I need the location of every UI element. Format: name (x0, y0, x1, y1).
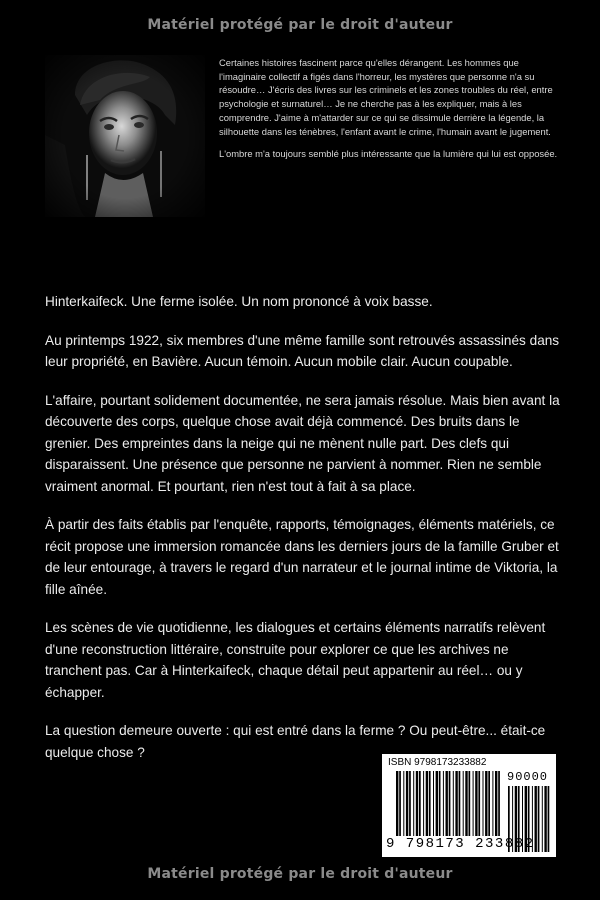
barcode-bar (446, 771, 448, 836)
blurb-paragraph: Les scènes de vie quotidienne, les dialogues et certains éléments narratifs relèvent d'une reconstruction littéraire, construite pour explorer ce que les archives ne tranchent pas. Car à Hinterkaifeck, chaque détail peut appartenir au réel… ou y échapper. (45, 620, 546, 700)
barcode-bar (403, 771, 404, 836)
barcode-bar (453, 771, 454, 836)
author-portrait (45, 55, 205, 217)
blurb-paragraph: À partir des faits établis par l'enquête, rapports, témoignages, éléments matériels, ce récit propose une immersion romancée dans les derniers jours de la famille Gruber et de leur entourage, à travers le regard d'un narrateur et le journal intime de Viktoria, la fille aînée. (45, 517, 559, 597)
isbn-barcode (381, 753, 557, 858)
copyright-watermark-bottom: Matériel protégé par le droit d'auteur (147, 866, 453, 882)
blurb-paragraph: Hinterkaifeck. Une ferme isolée. Un nom prononcé à voix basse. (45, 294, 433, 309)
barcode-bar (433, 771, 434, 836)
barcode-bar (429, 771, 431, 836)
barcode-bar (463, 771, 464, 836)
barcode-bar (465, 771, 467, 836)
barcode-bar (478, 771, 480, 836)
barcode-bar (475, 771, 477, 836)
barcode-bar (538, 786, 540, 852)
barcode-bar (492, 771, 493, 836)
author-bio (219, 56, 564, 161)
barcode-bar (426, 771, 428, 836)
blurb-paragraph: L'affaire, pourtant solidement documentée, ne sera jamais résolue. Mais bien avant la découverte des corps, quelque chose avait déjà commencé. Des bruits dans le grenier. Des empreintes dans la neige qui ne mènent nulle part. Des clefs qui disparaissent. Une présence que personne ne parvient à nommer. Rien ne semble vraiment anormal. Et pourtant, rien n'est tout à fait à sa place. (45, 392, 560, 494)
blurb-paragraph: La question demeure ouverte : qui est entré dans la ferme ? Ou peut-être... était-ce quelque chose ? (45, 723, 546, 760)
barcode-addon-digits: 90000 (507, 770, 549, 784)
author-bio-paragraph: L'ombre m'a toujours semblé plus intéressante que la lumière qui lui est opposée. (219, 148, 558, 160)
barcode-bar (498, 771, 500, 836)
barcode-bar (544, 786, 546, 852)
barcode-bar (413, 771, 414, 836)
barcode-bar (485, 771, 487, 836)
barcode-bar (483, 771, 484, 836)
barcode-bar (542, 786, 543, 852)
barcode-bar (406, 771, 408, 836)
barcode-bar (455, 771, 457, 836)
barcode-bar (495, 771, 497, 836)
barcode-bar (423, 771, 424, 836)
barcode-bar (409, 771, 411, 836)
barcode-bar (473, 771, 474, 836)
barcode-bar (439, 771, 441, 836)
barcode-bar (469, 771, 471, 836)
author-bio-paragraph: Certaines histoires fascinent parce qu'elles dérangent. Les hommes que l'imaginaire collectif a figés dans l'horreur, les mystères que personne n'a su résoudre… J'écris des livres sur les criminels et les zones troubles du réel, entre psychologie et surnaturel… Je ne cherche pas à les expliquer, mais à les comprendre. J'aime à m'attarder sur ce qui se dissimule derrière la légende, la silhouette dans les ténèbres, l'enfant avant le crime, l'humain avant le jugement. (219, 57, 553, 137)
barcode-bar (416, 771, 418, 836)
barcode-bar (535, 786, 537, 852)
barcode-bar (488, 771, 490, 836)
barcode-bar (459, 771, 461, 836)
barcode-bar (399, 771, 401, 836)
barcode-bar (449, 771, 451, 836)
barcode-digits: 9 798173 233882 (386, 836, 535, 852)
barcode-bar (548, 786, 550, 852)
barcode-bar (396, 771, 398, 836)
blurb-paragraph: Au printemps 1922, six membres d'une même famille sont retrouvés assassinés dans leur propriété, en Bavière. Aucun témoin. Aucun mobile clair. Aucun coupable. (45, 332, 560, 369)
barcode-bar (436, 771, 438, 836)
copyright-watermark-top: Matériel protégé par le droit d'auteur (147, 17, 453, 33)
barcode-bar (443, 771, 444, 836)
isbn-label: ISBN 9798173233882 (388, 757, 487, 768)
back-cover-blurb (45, 291, 565, 780)
barcode-bar (419, 771, 421, 836)
